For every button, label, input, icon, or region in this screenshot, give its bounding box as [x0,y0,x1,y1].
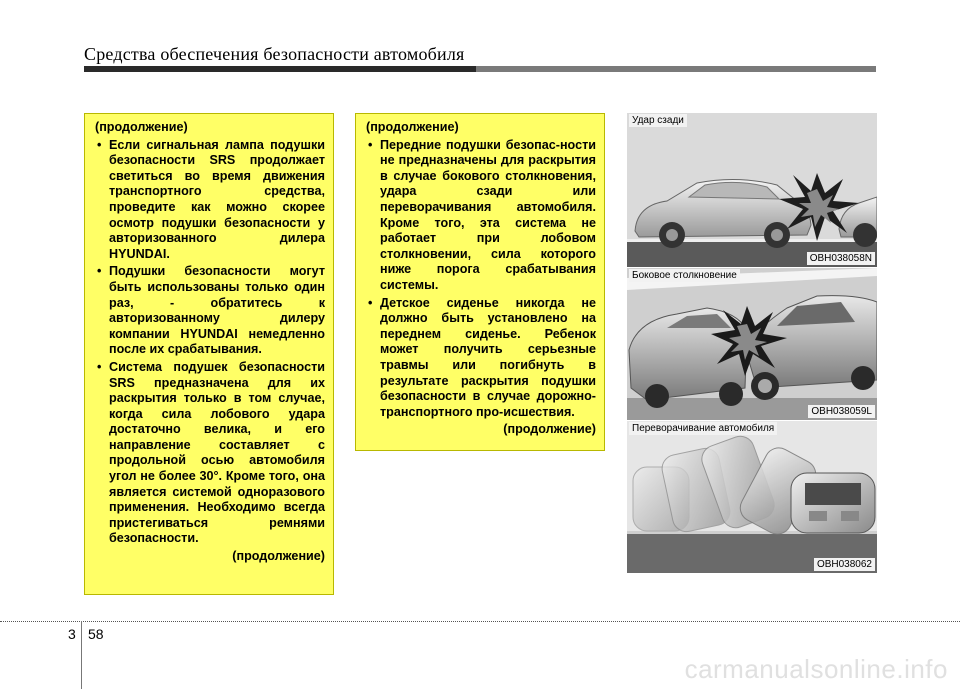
bullet-item: • Если сигнальная лампа подушки безопасности SRS продолжает светиться во время движения транспортного средства, проведите как можно скорее осмотр подушки безопасности у авторизованного дилера HYUNDAI. [95,138,325,263]
side-collision-illustration [627,268,877,420]
rollover-illustration [627,421,877,573]
watermark: carmanualsonline.info [684,654,948,684]
header-rule-accent [84,66,476,72]
figure-rear-impact [627,113,877,267]
bullet-item: • Подушки безопасности могут быть использованы только один раз, - обратитесь к авторизованному дилеру компании HYUNDAI немедленно после их срабатывания. [95,264,325,358]
figure-side-collision [627,268,877,420]
figure-code: OBH038058N [807,252,875,265]
footer-rule [0,621,960,623]
bullet-item: • Детское сиденье никогда не должно быть установлено на переднем сиденье. Ребенок может получить серьезные травмы или погибнуть в результате раскрытия подушки безопасности в случае дорожно-транспортного про-исшествия. [366,296,596,421]
rear-impact-illustration [627,113,877,267]
figure-code: OBH038059L [808,405,875,418]
figure-code: OBH038062 [814,558,875,571]
caution-box-left [84,113,334,595]
bullet-item: • Система подушек безопасности SRS предназначена для их раскрытия только в том случае, когда сила лобового удара достаточно велика, и его направление составляет с продольной осью автомобиля угол не более 30°. Кроме того, она является системой одноразового применения. Необходимо всегда пристегиваться ремнями безопасности. [95,360,325,547]
bullet-item: • Передние подушки безопас-ности не предназначены для раскрытия в случае бокового столкновения, удара сзади или переворачивания автомобиля. Кроме того, эта система не работает при лобовом столкновении, сила которого ниже порога срабатывания системы. [366,138,596,294]
page-header-title: Средства обеспечения безопасности автомобиля [84,44,465,64]
page-number: 58 [88,626,104,642]
caution-box-middle [355,113,605,451]
continued-heading: (продолжение) [366,120,459,134]
continued-label: (продолжение) [232,549,325,564]
figure-caption: Удар сзади [629,114,687,127]
section-number: 3 [68,626,76,642]
continued-label: (продолжение) [503,422,596,437]
figure-caption: Боковое столкновение [629,269,740,282]
figure-caption: Переворачивание автомобиля [629,422,777,435]
footer-divider [81,621,82,689]
continued-heading: (продолжение) [95,120,188,134]
figure-rollover [627,421,877,573]
